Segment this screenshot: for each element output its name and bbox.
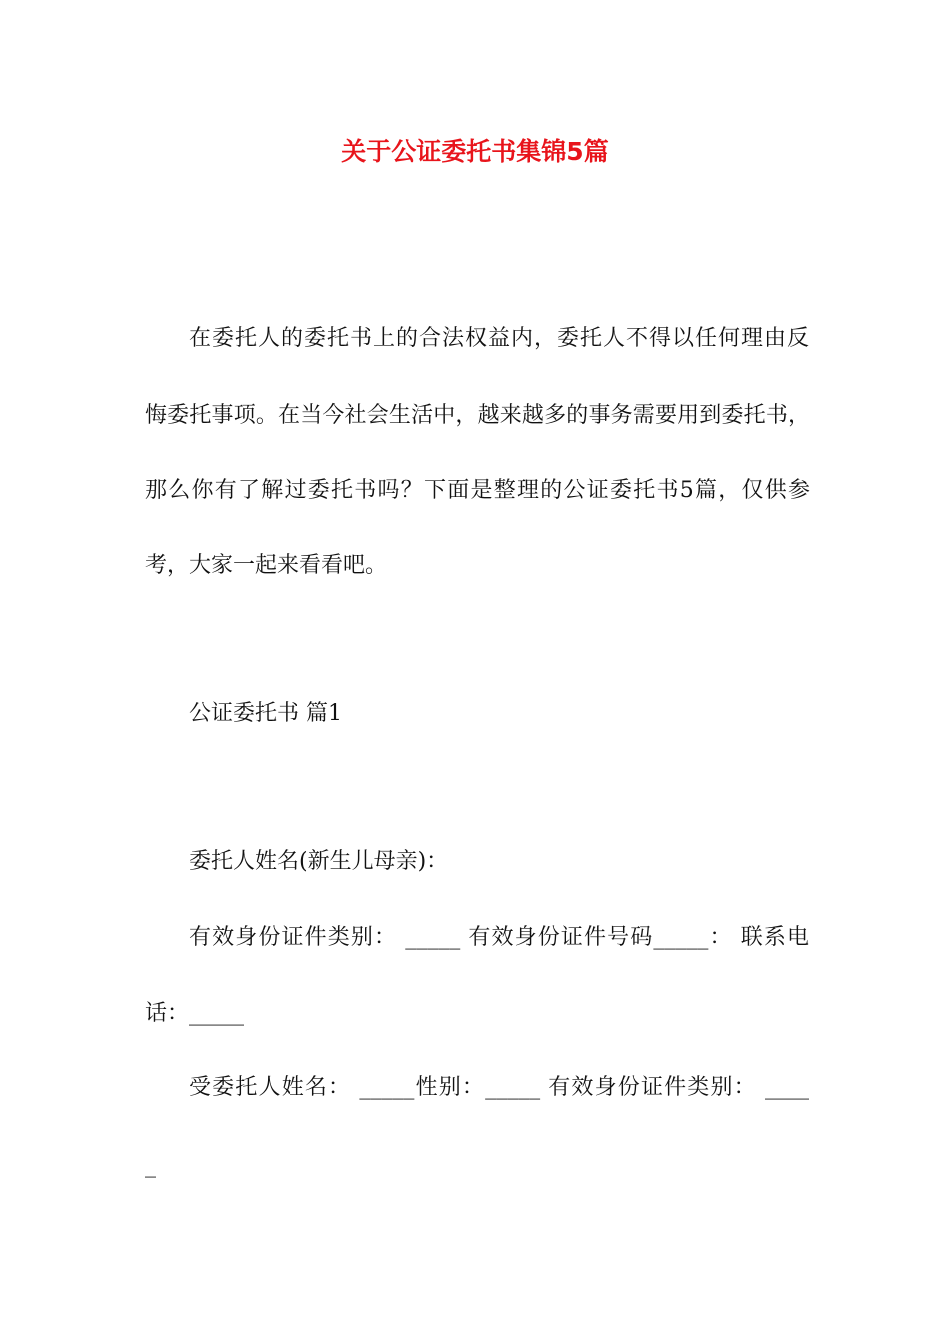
form-line-principal-phone: 话：_____: [145, 1001, 245, 1026]
form-line-principal-id: 有效身份证件类别： _____ 有效身份证件号码_____： 联系电: [189, 925, 809, 950]
form-line-principal-name: 委托人姓名(新生儿母亲)：: [189, 849, 449, 874]
intro-paragraph-line: 悔委托事项。在当今社会生活中，越来越多的事务需要用到委托书，: [145, 403, 810, 428]
section-heading: 公证委托书 篇1: [189, 701, 342, 726]
intro-paragraph-line: 那么你有了解过委托书吗？下面是整理的公证委托书5篇，仅供参: [145, 478, 810, 503]
form-line-continuation: _: [145, 1153, 156, 1178]
document-title: 关于公证委托书集锦5篇: [341, 137, 609, 166]
form-line-agent-name: 受委托人姓名： _____性别：_____ 有效身份证件类别： ____: [189, 1075, 809, 1100]
intro-paragraph-line: 考，大家一起来看看吧。: [145, 553, 388, 578]
intro-paragraph-line: 在委托人的委托书上的合法权益内，委托人不得以任何理由反: [189, 326, 809, 351]
